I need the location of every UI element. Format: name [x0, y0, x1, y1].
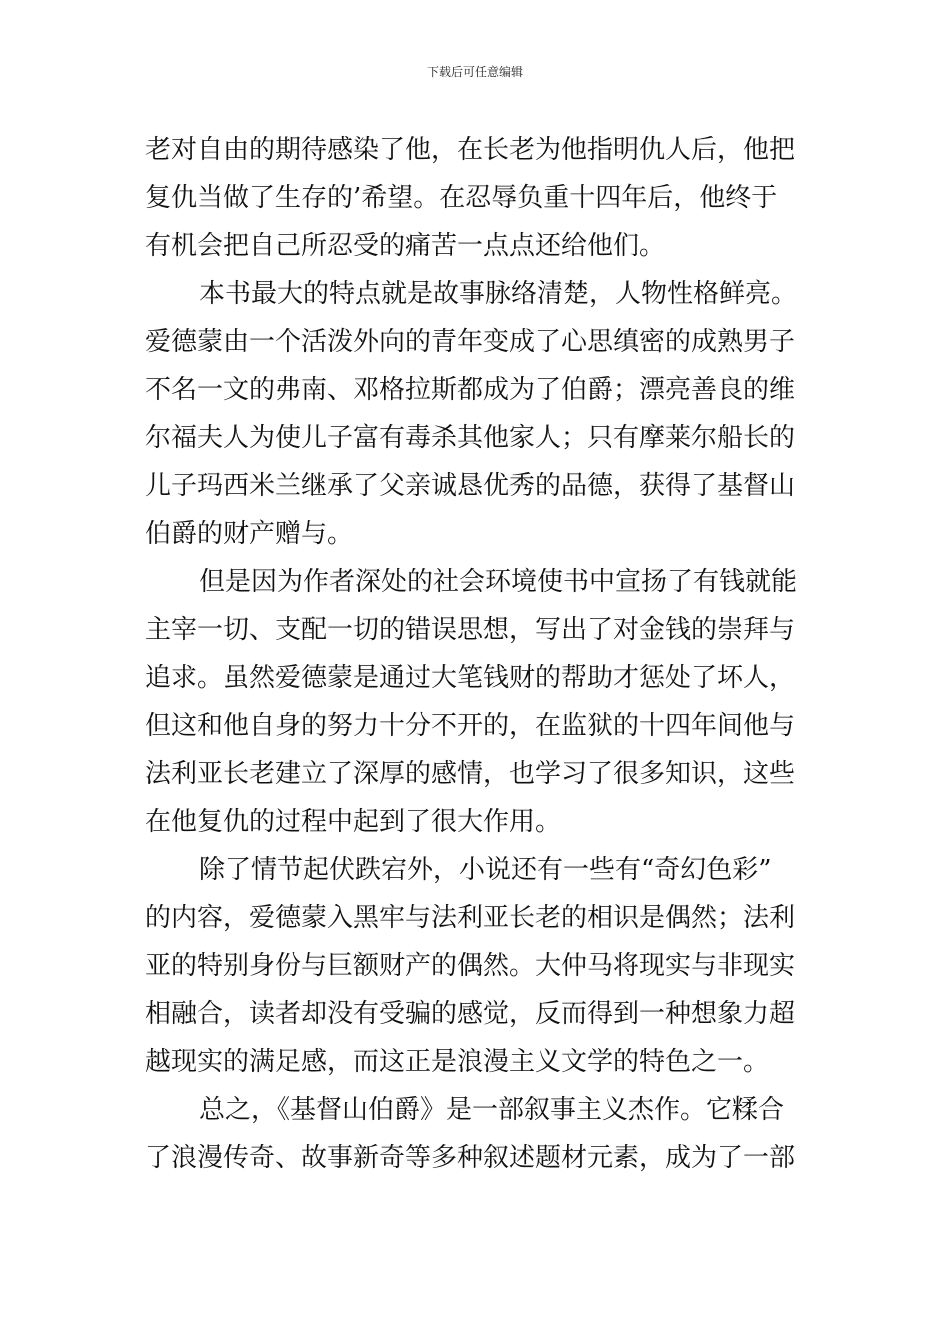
text-line: 总之，《基督山伯爵》是一部叙事主义杰作。它糅合: [199, 1095, 785, 1125]
paragraph: [145, 1086, 810, 1182]
text-line: 但这和他自身的努力十分不开的，在监狱的十四年间他与: [145, 711, 796, 741]
text-line: 追求。虽然爱德蒙是通过大笔钱财的帮助才惩处了坏人，: [145, 663, 796, 693]
text-line: 除了情节起伏跌宕外，小说还有一些有“奇幻色彩”: [199, 855, 772, 885]
text-line: 老对自由的期待感染了他，在长老为他指明仇人后，他把: [145, 135, 796, 165]
paragraph: [145, 846, 810, 1086]
text-line: 复仇当做了生存的’希望。在忍辱负重十四年后，他终于: [145, 183, 778, 213]
text-line: 了浪漫传奇、故事新奇等多种叙述题材元素，成为了一部: [145, 1143, 796, 1173]
text-line: 爱德蒙由一个活泼外向的青年变成了心思缜密的成熟男子: [145, 327, 796, 357]
text-line: 本书最大的特点就是故事脉络清楚，人物性格鲜亮。: [199, 279, 798, 309]
paragraph: [145, 126, 810, 270]
text-line: 儿子玛西米兰继承了父亲诚恳优秀的品德，获得了基督山: [145, 471, 796, 501]
text-line: 有机会把自己所忍受的痛苦一点点还给他们。: [145, 231, 666, 261]
text-line: 法利亚长老建立了深厚的感情，也学习了很多知识，这些: [145, 759, 796, 789]
text-line: 越现实的满足感，而这正是浪漫主义文学的特色之一。: [145, 1047, 770, 1077]
text-line: 的内容，爱德蒙入黑牢与法利亚长老的相识是偶然；法利: [145, 903, 796, 933]
text-line: 主宰一切、支配一切的错误思想，写出了对金钱的崇拜与: [145, 615, 796, 645]
text-line: 亚的特别身份与巨额财产的偶然。大仲马将现实与非现实: [145, 951, 796, 981]
body-text: [145, 126, 810, 1182]
paragraph: [145, 558, 810, 846]
text-line: 但是因为作者深处的社会环境使书中宣扬了有钱就能: [199, 567, 798, 597]
paragraph: [145, 270, 810, 558]
text-line: 尔福夫人为使儿子富有毒杀其他家人；只有摩莱尔船长的: [145, 423, 796, 453]
text-line: 不名一文的弗南、邓格拉斯都成为了伯爵；漂亮善良的维: [145, 375, 796, 405]
text-line: 相融合，读者却没有受骗的感觉，反而得到一种想象力超: [145, 999, 796, 1029]
page-header: 下载后可任意编辑: [426, 65, 523, 79]
text-line: 伯爵的财产赠与。: [145, 519, 354, 549]
text-line: 在他复仇的过程中起到了很大作用。: [145, 807, 562, 837]
